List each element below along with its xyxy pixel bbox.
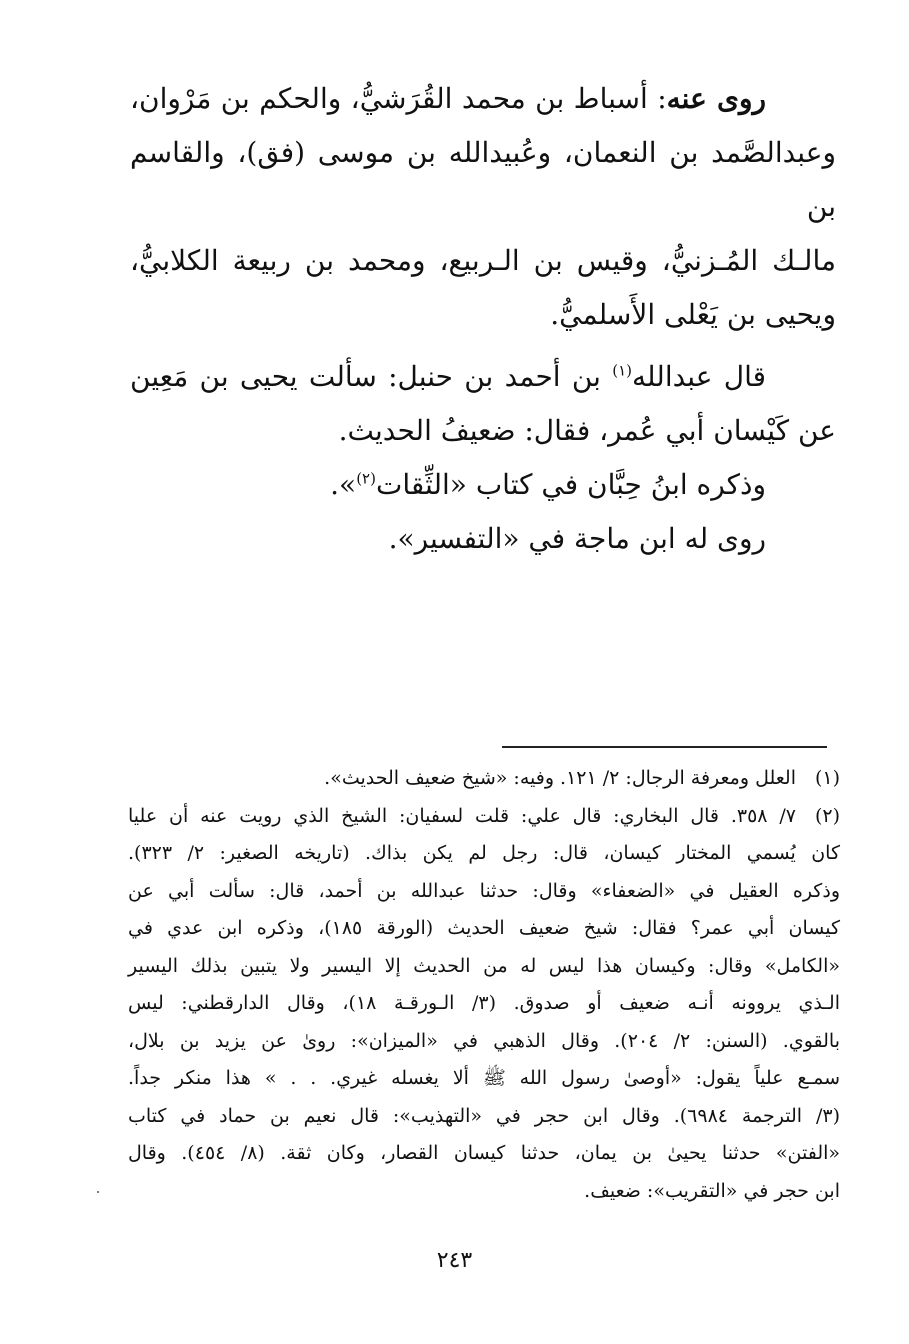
footnote-body [128,798,841,1211]
text-run: ». [330,468,357,501]
main-text [130,72,836,566]
footnote-line: وذكره العقيل في «الضعفاء» وقال: حدثنا عبدالله بن أحمد، قال: سألت أبي عن [128,879,840,902]
footnote-ref-2[interactable]: (٢) [356,469,376,488]
footnote-line: العلل ومعرفة الرجال: ٢/ ١٢١. وفيه: «شيخ ضعيف الحديث». [324,767,796,789]
text-run: بن أحمد بن حنبل: سألت يحيى بن مَعِين [130,360,613,393]
text-line [130,72,766,126]
footnote-line: ابن حجر في «التقريب»: ضعيف. [584,1179,840,1202]
paragraph-narrators [130,72,836,126]
footnotes [128,760,840,1210]
footnote-line: الـذي يروونه أنـه ضعيف أو صدوق. (٣/ الـورقـة ١٨)، وقال الدارقطني: ليس [128,992,840,1014]
footnote-line: «الكامل» وقال: وكيسان هذا ليس له من الحديث إلا اليسير ولا يتبين بذلك اليسير [128,954,840,977]
footnote-line: كان يُسمي المختار كيسان، قال: رجل لم يكن بذاك. (تاريخه الصغير: ٢/ ٣٢٣). [128,842,840,864]
footnote-number: (٢) [814,804,840,827]
paragraph-narrators-cont [130,126,836,342]
text-line [130,350,766,404]
footnote-line: (٣/ الترجمة ٦٩٨٤). وقال ابن حجر في «التهذيب»: قال نعيم بن حماد في كتاب [128,1104,841,1127]
paragraph-ibn-hanbal-cont [130,404,836,458]
paragraph-gap [130,342,836,350]
text-run: قال عبدالله [632,360,766,393]
text-run: : أسباط بن محمد القُرَشيُّ، والحكم بن مَرْوان، [130,82,667,115]
footnote-ref-1[interactable]: (١) [612,361,633,380]
lead-phrase: روى عنه [666,82,766,115]
footnote-line: ٧/ ٣٥٨. قال البخاري: قال علي: قلت لسفيان: الشيخ الذي رويت عنه أن عليا [128,804,796,827]
text-line: ويحيى بن يَعْلى الأَسلميُّ. [550,298,836,331]
footnote-1 [128,760,840,798]
paragraph-ibn-hibban [130,458,836,512]
text-line: مالـك المُـزنيُّ، وقيس بن الـربيع، ومحمد بن ربيعة الكلابيُّ، [130,244,836,277]
scan-speck [97,1191,99,1193]
footnote-line: «الفتن» حدثنا يحيىٰ بن يمان، حدثنا كيسان القصار، وكان ثقة. (٨/ ٤٥٤). وقال [128,1142,841,1164]
text-line: روى له ابن ماجة في «التفسير». [388,522,766,555]
text-line: عن كَيْسان أبي عُمر، فقال: ضعيفُ الحديث. [338,414,836,447]
footnote-line: كيسان أبي عمر؟ فقال: شيخ ضعيف الحديث (الورقة ١٨٥)، وذكره ابن عدي في [128,917,840,939]
footnote-number: (١) [814,767,840,789]
paragraph-ibn-majah [130,512,836,566]
paragraph-ibn-hanbal [130,350,836,404]
footnote-separator [502,746,827,748]
footnote-2 [128,798,840,1211]
page-number: ٢٤٣ [436,1248,473,1273]
footnote-line: سمـع علياً يقول: «أوصىٰ رسول الله ﷺ ألا يغسله غيري. . . » هذا منكر جداً. [128,1067,840,1089]
text-line: وعبدالصَّمد بن النعمان، وعُبيدالله بن موسى (فق)، والقاسم بن [130,136,836,223]
footnote-line: بالقوي. (السنن: ٢/ ٢٠٤). وقال الذهبي في «الميزان»: روىٰ عن يزيد بن بلال، [128,1029,841,1052]
footnote-body [128,760,796,798]
text-run: وذكره ابنُ حِبَّان في كتاب «الثِّقات [375,468,766,501]
text-line [130,458,766,512]
